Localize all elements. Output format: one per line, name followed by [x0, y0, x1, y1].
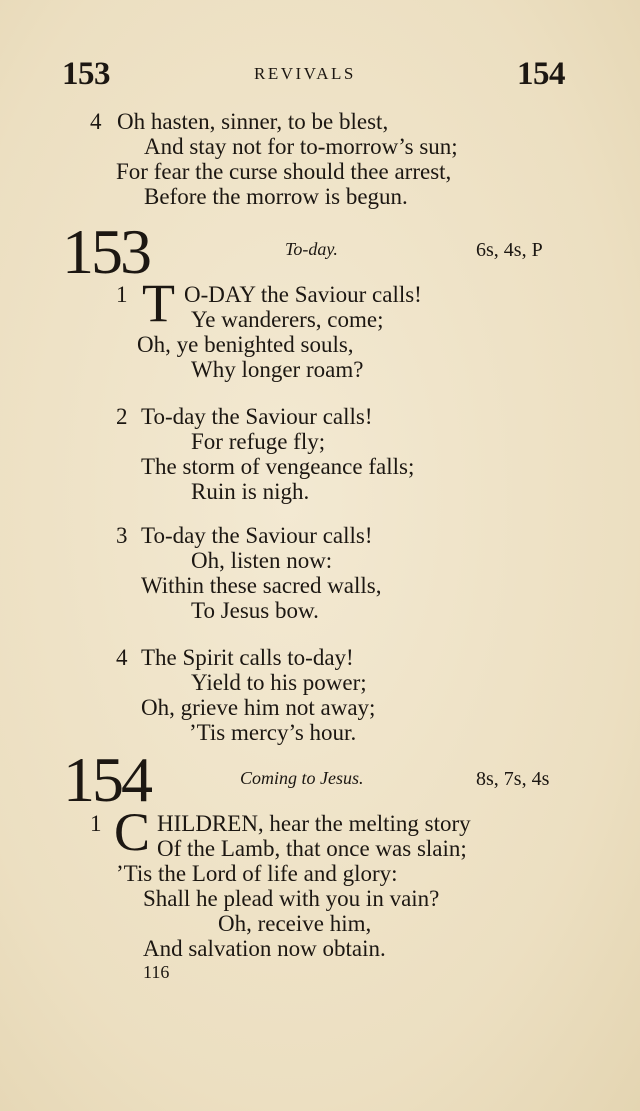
- verse-line: Oh hasten, sinner, to be blest,: [117, 109, 389, 134]
- verse-line: To Jesus bow.: [191, 598, 319, 623]
- drop-cap: C: [114, 802, 151, 862]
- verse-line: ’Tis mercy’s hour.: [189, 720, 357, 745]
- verse-line: And salvation now obtain.: [143, 936, 386, 961]
- verse-line: Within these sacred walls,: [141, 573, 382, 598]
- verse-line: Shall he plead with you in vain?: [143, 886, 440, 911]
- verse-line: Of the Lamb, that once was slain;: [157, 836, 467, 861]
- verse-line: ’Tis the Lord of life and glory:: [116, 861, 398, 886]
- verse-line: For refuge fly;: [191, 429, 326, 454]
- verse-line: The storm of vengeance falls;: [141, 454, 415, 479]
- hymn-number: 153: [62, 216, 149, 287]
- verse-line: The Spirit calls to-day!: [141, 645, 354, 670]
- verse-number: 1: [90, 811, 102, 836]
- verse-line: Oh, grieve him not away;: [141, 695, 376, 720]
- verse-line: Oh, receive him,: [218, 911, 372, 936]
- verse-line: HILDREN, hear the melting story: [157, 811, 471, 836]
- verse-line: To-day the Saviour calls!: [141, 404, 373, 429]
- header-title: REVIVALS: [254, 64, 356, 83]
- verse-line: To-day the Saviour calls!: [141, 523, 373, 548]
- verse-number: 1: [116, 282, 128, 307]
- verse-line: Oh, listen now:: [191, 548, 333, 573]
- verse-line: Ye wanderers, come;: [191, 307, 384, 332]
- hymn-meter: 8s, 7s, 4s: [476, 768, 550, 790]
- verse-line: Yield to his power;: [191, 670, 367, 695]
- header-left-number: 153: [62, 56, 110, 92]
- hymn-title: To-day.: [285, 239, 338, 259]
- verse-line: Ruin is nigh.: [191, 479, 310, 504]
- verse-number: 3: [116, 523, 128, 548]
- page-number: 116: [143, 962, 170, 982]
- verse-number: 4: [116, 645, 128, 670]
- hymn-number: 154: [63, 744, 150, 815]
- verse-line: Oh, ye benighted souls,: [137, 332, 354, 357]
- hymn-title: Coming to Jesus.: [240, 768, 364, 788]
- header-right-number: 154: [517, 56, 565, 92]
- verse-line: For fear the curse should thee arrest,: [116, 159, 452, 184]
- drop-cap: T: [142, 273, 175, 333]
- verse-number: 2: [116, 404, 128, 429]
- verse-number: 4: [90, 109, 102, 134]
- verse-line: Why longer roam?: [191, 357, 364, 382]
- verse-line: And stay not for to-morrow’s sun;: [144, 134, 458, 159]
- verse-line: Before the morrow is begun.: [144, 184, 408, 209]
- verse-line: O-DAY the Saviour calls!: [184, 282, 422, 307]
- hymn-meter: 6s, 4s, P: [476, 239, 543, 261]
